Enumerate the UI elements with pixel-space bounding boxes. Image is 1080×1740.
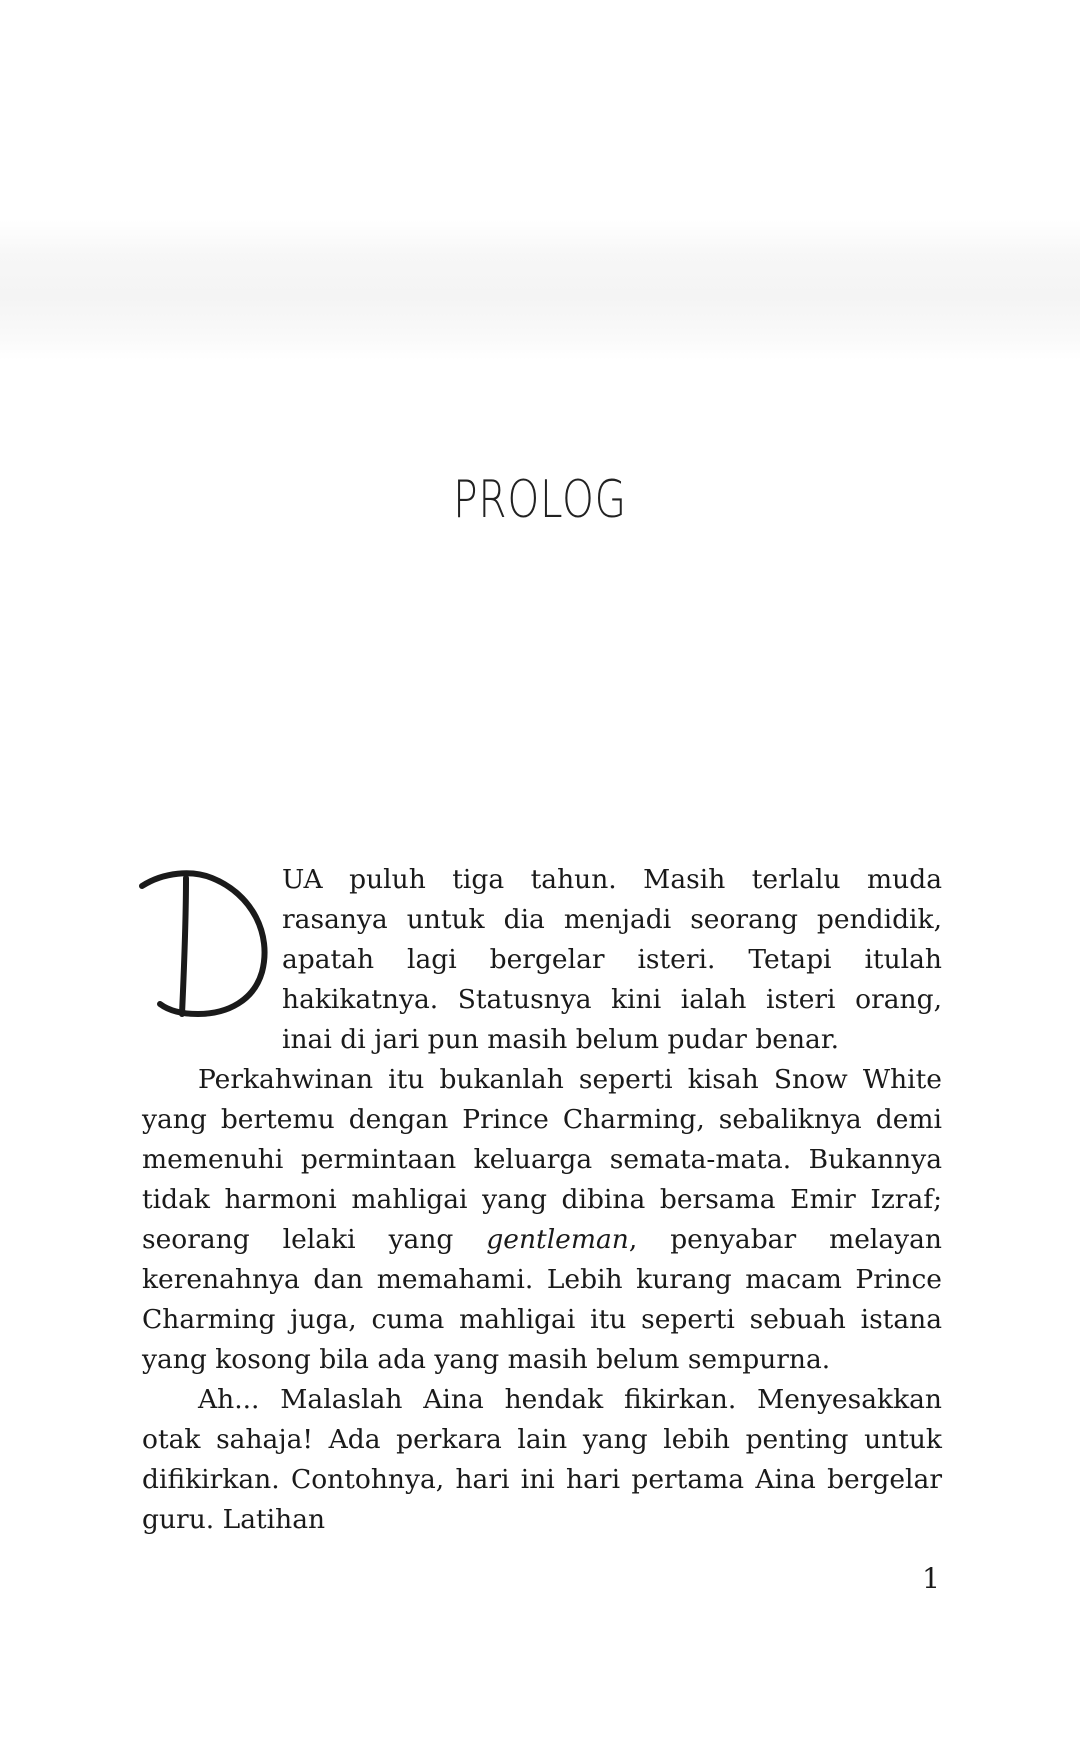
drop-cap-letter bbox=[134, 860, 282, 1022]
page-number: 1 bbox=[922, 1562, 940, 1595]
chapter-title: PROLOG bbox=[453, 470, 627, 530]
paragraph-3: Ah... Malaslah Aina hendak fikirkan. Menyesakkan otak sahaja! Ada perkara lain yang lebih penting untuk difikirkan. Contohnya, hari ini hari pertama Aina bergelar guru. Latihan bbox=[142, 1384, 942, 1535]
scan-shading-band bbox=[0, 220, 1080, 360]
paragraph-2: Perkahwinan itu bukanlah seperti kisah Snow White yang bertemu dengan Prince Charming, sebaliknya demi memenuhi permintaan keluarga semata-mata. Bukannya tidak harmoni mahligai yang dibina bersama Emir Izraf; seorang lelaki yang gentleman, penyabar melayan kerenahnya dan memahami. Lebih kurang macam Prince Charming juga, cuma mahligai itu seperti sebuah istana yang kosong bila ada yang masih belum sempurna. bbox=[142, 1064, 942, 1375]
italic-word: gentleman bbox=[486, 1224, 629, 1255]
body-text bbox=[142, 860, 942, 1540]
paragraph-1: UA puluh tiga tahun. Masih terlalu muda rasanya untuk dia menjadi seorang pendidik, apatah lagi bergelar isteri. Tetapi itulah hakikatnya. Statusnya kini ialah isteri orang, inai di jari pun masih belum pudar benar. bbox=[282, 864, 942, 1055]
